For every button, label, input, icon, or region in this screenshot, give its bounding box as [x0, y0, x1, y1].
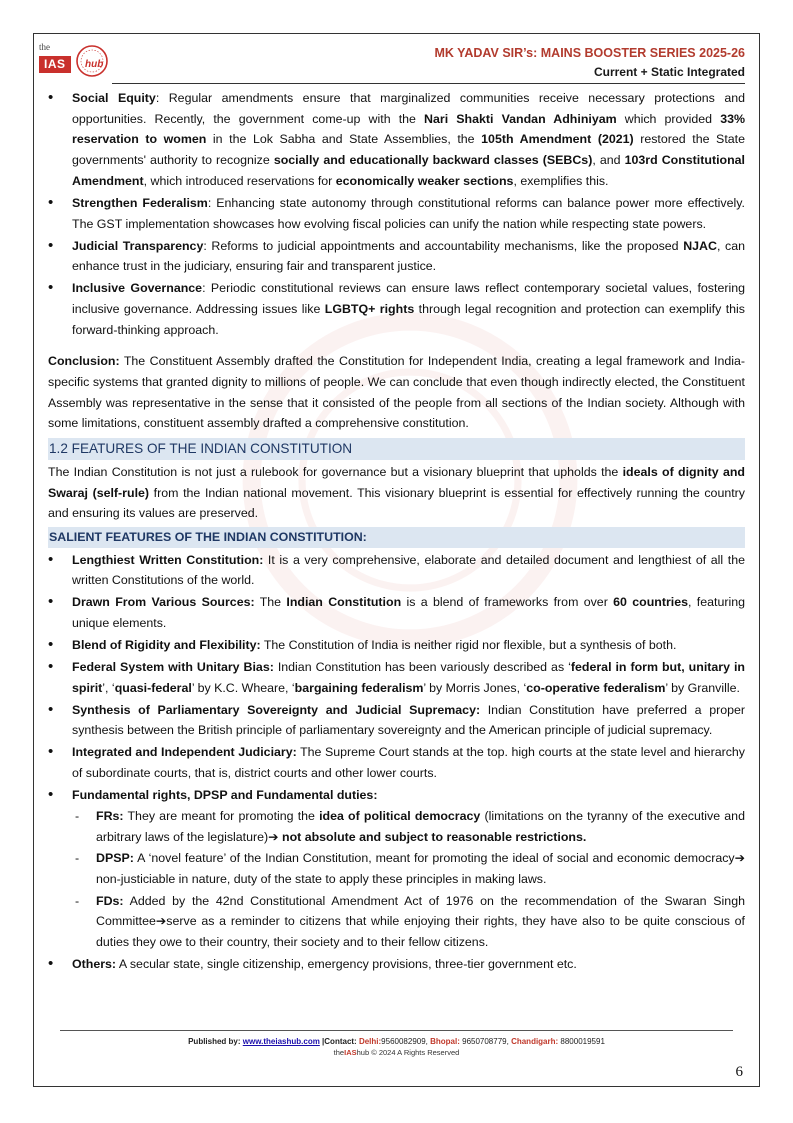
iashub-logo	[37, 40, 113, 82]
list-item: • Inclusive Governance: Periodic constitutional reviews can ensure laws reflect contemporary societal values, fostering inclusive governance. Addressing issues like LGBTQ+ rights through legal recognition and protection can exemplify this forward-thinking approach.	[48, 278, 745, 340]
footer-contact: Published by: www.theiashub.com |Contact: Delhi:9560082909, Bhopal: 9650708779, Chandigarh: 8800019591	[188, 1037, 605, 1046]
website-link[interactable]: www.theiashub.com	[242, 1037, 320, 1046]
page-content	[48, 88, 745, 976]
logo-the-text: the	[39, 42, 50, 52]
section-intro: The Indian Constitution is not just a rulebook for governance but a visionary blueprint that upholds the ideals of dignity and Swaraj (self-rule) from the Indian national movement. This visionary blueprint is essential for effectively running the country and ensuring its values are preserved.	[48, 464, 745, 521]
list-item: • Strengthen Federalism: Enhancing state autonomy through constitutional reforms can balance power more effectively. The GST implementation showcases how evolving fiscal policies can unify the nation while respecting state powers.	[48, 193, 745, 234]
header-divider	[112, 83, 745, 84]
feature-bullets	[48, 550, 745, 975]
list-item: - DPSP: A ‘novel feature’ of the Indian Constitution, meant for promoting the ideal of social and economic democracy➔ non-justiciable in nature, duty of the state to apply these principles in making laws.	[72, 848, 745, 889]
subsection-heading: SALIENT FEATURES OF THE INDIAN CONSTITUTION:	[48, 527, 745, 548]
series-title: MK YADAV SIR’s: MAINS BOOSTER SERIES 2025-26	[434, 46, 745, 60]
footer-divider	[60, 1030, 733, 1031]
reform-bullets	[48, 88, 745, 340]
list-item: • Blend of Rigidity and Flexibility: The Constitution of India is neither rigid nor flexible, but a synthesis of both.	[48, 635, 745, 656]
logo-hub-text: hub	[85, 59, 104, 70]
list-item: • Synthesis of Parliamentary Sovereignty and Judicial Supremacy: Indian Constitution have preferred a proper synthesis between the British principle of parliamentary sovereignty and the American principle of judicial supremacy.	[48, 700, 745, 741]
list-item: • Others: A secular state, single citizenship, emergency provisions, three-tier government etc.	[48, 954, 745, 975]
arrow-icon: ➔	[155, 914, 167, 929]
section-heading: 1.2 FEATURES OF THE INDIAN CONSTITUTION	[48, 438, 745, 460]
page-number: 6	[735, 1064, 743, 1080]
list-item: - FRs: They are meant for promoting the idea of political democracy (limitations on the tyranny of the executive and arbitrary laws of the legislature)➔ not absolute and subject to reasonable restrictions.	[72, 806, 745, 847]
conclusion-paragraph: Conclusion: The Constituent Assembly drafted the Constitution for Independent India, creating a legal framework and India-specific systems that granted dignity to millions of people. We can conclude that even though indirectly elected, the Constituent Assembly was representative in the sense that it consisted of the people from all sections of the Indian society. Although with some limitations, constituent assembly drafted a comprehensive constitution.	[48, 354, 745, 431]
arrow-icon: ➔	[734, 851, 745, 866]
list-item: • Lengthiest Written Constitution: It is a very comprehensive, elaborate and detailed document and lengthiest of all the written Constitutions of the world.	[48, 550, 745, 591]
series-subtitle: Current + Static Integrated	[593, 65, 745, 79]
footer-copyright: theIAShub © 2024 A Rights Reserved	[333, 1048, 460, 1057]
list-item: • Social Equity: Regular amendments ensure that marginalized communities receive necessary protections and opportunities. Recently, the government come-up with the Nari Shakti Vandan Adhiniyam which provided 33% reservation to women in the Lok Sabha and State Assemblies, the 105th Amendment (2021) restored the State governments' authority to recognize socially and educationally backward classes (SEBCs), and 103rd Constitutional Amendment, which introduced reservations for economically weaker sections, exemplifies this.	[48, 88, 745, 192]
logo-ias-text: IAS	[39, 56, 71, 73]
list-item: • Drawn From Various Sources: The Indian Constitution is a blend of frameworks from over 60 countries, featuring unique elements.	[48, 592, 745, 633]
arrow-icon: ➔	[268, 829, 279, 844]
list-item: • Federal System with Unitary Bias: Indian Constitution has been variously described as ‘federal in form but, unitary in spirit’, ‘quasi-federal’ by K.C. Wheare, ‘bargaining federalism’ by Morris Jones, ‘co-operative federalism’ by Granville.	[48, 657, 745, 698]
list-item: • Integrated and Independent Judiciary: The Supreme Court stands at the top. high courts at the state level and hierarchy of subordinate courts, that is, district courts and other lower courts.	[48, 742, 745, 783]
list-item: • Fundamental rights, DPSP and Fundamental duties: - FRs: They are meant for promoting the idea of political democracy (limitations on the tyranny of the executive and arbitrary laws of the legislature)➔ not absolute and subject to reasonable restrictions. - DPSP: A ‘novel feature’ of the Indian Constitution, meant for promoting the ideal of social and economic democracy➔ non-justiciable in nature, duty of the state to apply these principles in making laws. - FDs: Added by the 42nd Constitutional Amendment Act of 1976 on the recommendation of the Swaran Singh Committee➔serve as a reminder to citizens that while enjoying their rights, they have also to be quite conscious of duties they owe to their country, their society and to their fellow citizens.	[48, 785, 745, 953]
list-item: - FDs: Added by the 42nd Constitutional Amendment Act of 1976 on the recommendation of the Swaran Singh Committee➔serve as a reminder to citizens that while enjoying their rights, they have also to be quite conscious of duties they owe to their country, their society and to their fellow citizens.	[72, 891, 745, 953]
rights-sub-list	[72, 806, 745, 953]
list-item: • Judicial Transparency: Reforms to judicial appointments and accountability mechanisms, like the proposed NJAC, can enhance trust in the judiciary, ensuring fair and transparent justice.	[48, 236, 745, 277]
